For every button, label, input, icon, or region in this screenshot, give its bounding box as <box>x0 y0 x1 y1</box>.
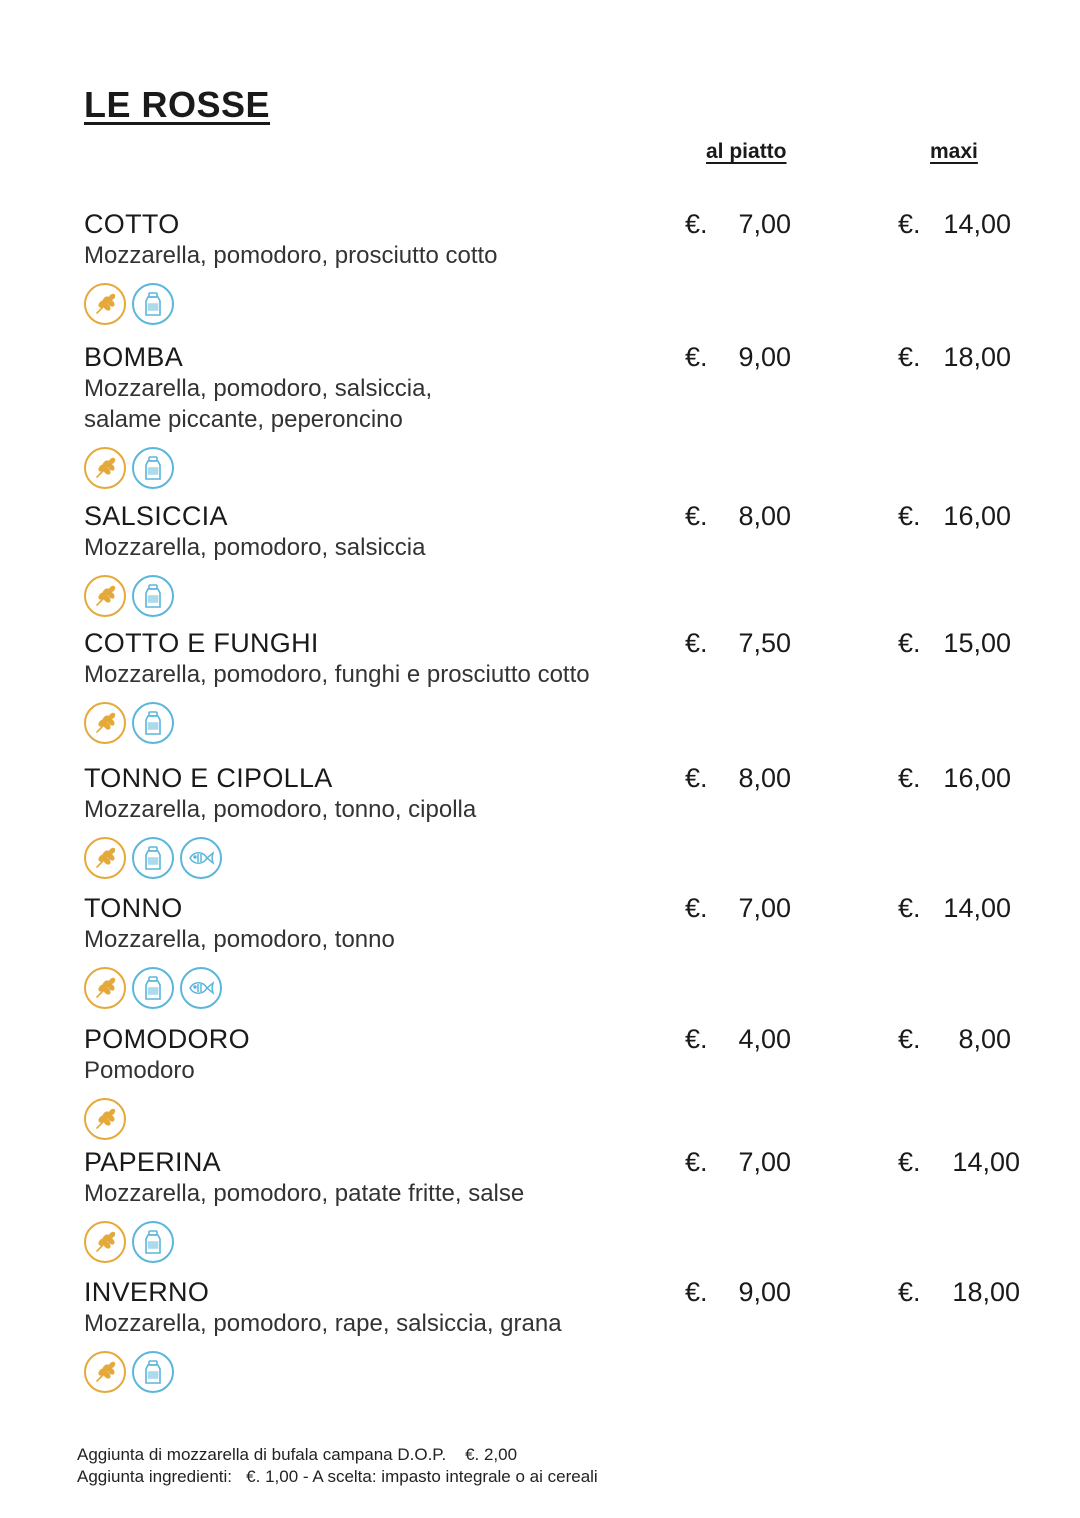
milk-carton-icon <box>132 1221 174 1263</box>
price-value: 7,50 <box>738 628 791 658</box>
milk-carton-icon <box>132 837 174 879</box>
menu-item <box>84 892 1044 1009</box>
allergen-icons <box>84 1098 1044 1140</box>
price-maxi <box>898 500 1011 532</box>
milk-carton-icon <box>132 575 174 617</box>
item-name: PAPERINA <box>84 1147 221 1177</box>
menu-item <box>84 1276 1044 1393</box>
price-value: 14,00 <box>952 1147 1020 1177</box>
item-description: Mozzarella, pomodoro, tonno <box>84 926 395 953</box>
allergen-icons <box>84 837 1044 879</box>
currency-label: €. <box>685 342 708 372</box>
allergen-icons <box>84 283 1044 325</box>
currency-label: €. <box>898 1277 921 1307</box>
price-maxi <box>898 762 1011 794</box>
milk-carton-icon <box>132 967 174 1009</box>
item-description: Mozzarella, pomodoro, prosciutto cotto <box>84 242 498 269</box>
milk-carton-icon <box>132 283 174 325</box>
allergen-icons <box>84 1221 1044 1263</box>
price-value: 18,00 <box>943 342 1011 372</box>
price-al-piatto <box>685 208 791 240</box>
price-value: 7,00 <box>738 209 791 239</box>
item-name: COTTO E FUNGHI <box>84 628 319 658</box>
price-maxi <box>898 1276 1020 1308</box>
wheat-icon <box>84 837 126 879</box>
price-value: 16,00 <box>943 763 1011 793</box>
menu-item <box>84 341 1044 489</box>
item-description: Mozzarella, pomodoro, funghi e prosciutto cotto <box>84 661 590 688</box>
allergen-icons <box>84 575 1044 617</box>
menu-item <box>84 1146 1044 1263</box>
price-value: 9,00 <box>738 342 791 372</box>
currency-label: €. <box>685 209 708 239</box>
fish-icon <box>180 967 222 1009</box>
currency-label: €. <box>685 893 708 923</box>
wheat-icon <box>84 1098 126 1140</box>
currency-label: €. <box>898 628 921 658</box>
currency-label: €. <box>898 1024 921 1054</box>
item-description: Pomodoro <box>84 1057 195 1084</box>
item-name: POMODORO <box>84 1024 250 1054</box>
price-al-piatto <box>685 1023 791 1055</box>
item-description: Mozzarella, pomodoro, salsiccia, salame piccante, peperoncino <box>84 375 433 433</box>
item-name: TONNO E CIPOLLA <box>84 763 333 793</box>
milk-carton-icon <box>132 702 174 744</box>
wheat-icon <box>84 967 126 1009</box>
wheat-icon <box>84 702 126 744</box>
price-al-piatto <box>685 892 791 924</box>
price-value: 14,00 <box>943 209 1011 239</box>
item-description: Mozzarella, pomodoro, salsiccia <box>84 534 426 561</box>
currency-label: €. <box>898 893 921 923</box>
price-maxi <box>898 208 1011 240</box>
price-maxi <box>898 1023 1011 1055</box>
currency-label: €. <box>898 1147 921 1177</box>
price-value: 16,00 <box>943 501 1011 531</box>
wheat-icon <box>84 575 126 617</box>
price-maxi <box>898 1146 1020 1178</box>
allergen-icons <box>84 1351 1044 1393</box>
wheat-icon <box>84 447 126 489</box>
price-value: 8,00 <box>738 763 791 793</box>
price-value: 15,00 <box>943 628 1011 658</box>
price-al-piatto <box>685 1276 791 1308</box>
price-value: 7,00 <box>738 1147 791 1177</box>
item-name: TONNO <box>84 893 183 923</box>
menu-item <box>84 627 1044 744</box>
price-maxi <box>898 627 1011 659</box>
currency-label: €. <box>898 209 921 239</box>
footer-note-ingredienti: Aggiunta ingredienti: €. 1,00 - A scelta: impasto integrale o ai cereali <box>77 1467 598 1486</box>
menu-item <box>84 208 1044 325</box>
currency-label: €. <box>685 1024 708 1054</box>
currency-label: €. <box>685 763 708 793</box>
menu-item <box>84 762 1044 879</box>
item-description: Mozzarella, pomodoro, patate fritte, salse <box>84 1180 525 1207</box>
footer-notes <box>77 1444 598 1488</box>
item-name: INVERNO <box>84 1277 210 1307</box>
price-value: 8,00 <box>738 501 791 531</box>
item-name: COTTO <box>84 209 180 239</box>
allergen-icons <box>84 967 1044 1009</box>
currency-label: €. <box>685 1277 708 1307</box>
price-value: 7,00 <box>738 893 791 923</box>
price-maxi <box>898 341 1011 373</box>
wheat-icon <box>84 1351 126 1393</box>
currency-label: €. <box>898 501 921 531</box>
price-al-piatto <box>685 762 791 794</box>
milk-carton-icon <box>132 1351 174 1393</box>
price-al-piatto <box>685 627 791 659</box>
allergen-icons <box>84 447 1044 489</box>
price-value: 8,00 <box>958 1024 1011 1054</box>
allergen-icons <box>84 702 1044 744</box>
page-title: LE ROSSE <box>84 84 271 125</box>
wheat-icon <box>84 1221 126 1263</box>
item-name: BOMBA <box>84 342 184 372</box>
fish-icon <box>180 837 222 879</box>
wheat-icon <box>84 283 126 325</box>
item-description: Mozzarella, pomodoro, tonno, cipolla <box>84 796 477 823</box>
currency-label: €. <box>685 501 708 531</box>
price-value: 18,00 <box>952 1277 1020 1307</box>
currency-label: €. <box>685 1147 708 1177</box>
item-name: SALSICCIA <box>84 501 228 531</box>
currency-label: €. <box>898 763 921 793</box>
price-al-piatto <box>685 341 791 373</box>
column-header-maxi: maxi <box>930 140 978 163</box>
price-value: 14,00 <box>943 893 1011 923</box>
price-maxi <box>898 892 1011 924</box>
menu-item <box>84 1023 1044 1140</box>
currency-label: €. <box>685 628 708 658</box>
footer-note-bufala: Aggiunta di mozzarella di bufala campana D.O.P. €. 2,00 <box>77 1445 518 1464</box>
milk-carton-icon <box>132 447 174 489</box>
price-al-piatto <box>685 1146 791 1178</box>
price-al-piatto <box>685 500 791 532</box>
menu-item <box>84 500 1044 617</box>
price-value: 9,00 <box>738 1277 791 1307</box>
item-description: Mozzarella, pomodoro, rape, salsiccia, grana <box>84 1310 562 1337</box>
price-value: 4,00 <box>738 1024 791 1054</box>
column-header-al-piatto: al piatto <box>706 140 787 163</box>
currency-label: €. <box>898 342 921 372</box>
